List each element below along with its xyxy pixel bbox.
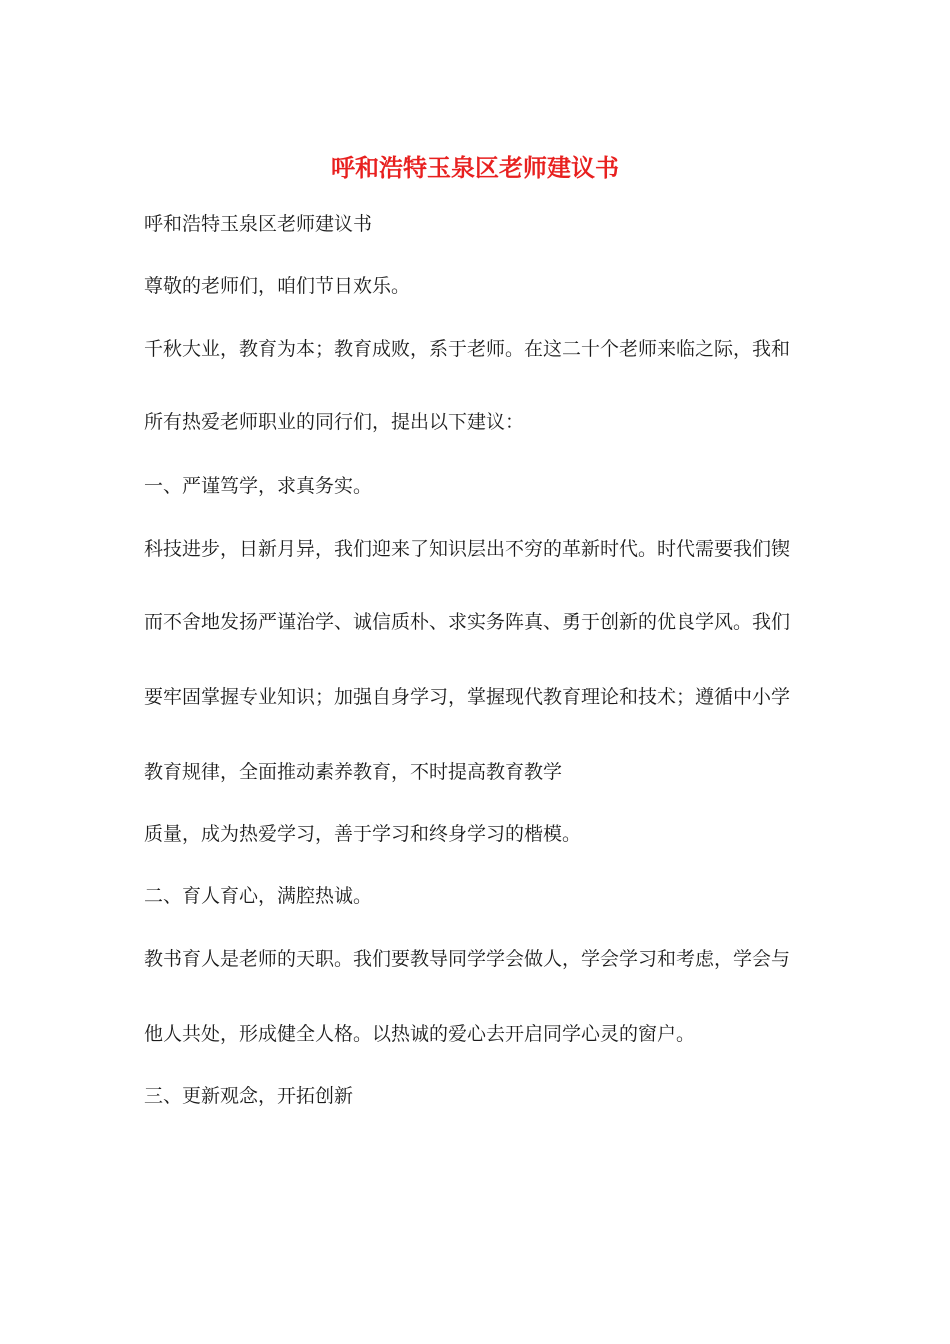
section-heading-1: 一、严谨笃学，求真务实。 xyxy=(144,475,373,497)
body-line-greeting: 尊敬的老师们，咱们节日欢乐。 xyxy=(144,275,411,297)
body-line: 要牢固掌握专业知识；加强自身学习，掌握现代教育理论和技术；遵循中小学 xyxy=(144,686,791,708)
body-line-subtitle: 呼和浩特玉泉区老师建议书 xyxy=(144,213,373,235)
body-line: 千秋大业，教育为本；教育成败，系于老师。在这二十个老师来临之际，我和 xyxy=(144,338,791,360)
body-line: 而不舍地发扬严谨治学、诚信质朴、求实务阵真、勇于创新的优良学风。我们 xyxy=(144,611,791,633)
body-line: 他人共处，形成健全人格。以热诚的爱心去开启同学心灵的窗户。 xyxy=(144,1023,696,1045)
body-line: 教书育人是老师的天职。我们要教导同学学会做人，学会学习和考虑，学会与 xyxy=(144,948,791,970)
body-line: 科技进步，日新月异，我们迎来了知识层出不穷的革新时代。时代需要我们锲 xyxy=(144,538,791,560)
body-line: 教育规律，全面推动素养教育，不时提高教育教学 xyxy=(144,761,563,783)
body-line: 质量，成为热爱学习，善于学习和终身学习的楷模。 xyxy=(144,823,582,845)
document-title: 呼和浩特玉泉区老师建议书 xyxy=(331,153,619,182)
section-heading-2: 二、育人育心，满腔热诚。 xyxy=(144,885,373,907)
body-line: 所有热爱老师职业的同行们，提出以下建议： xyxy=(144,411,525,433)
section-heading-3: 三、更新观念，开拓创新 xyxy=(144,1085,354,1107)
